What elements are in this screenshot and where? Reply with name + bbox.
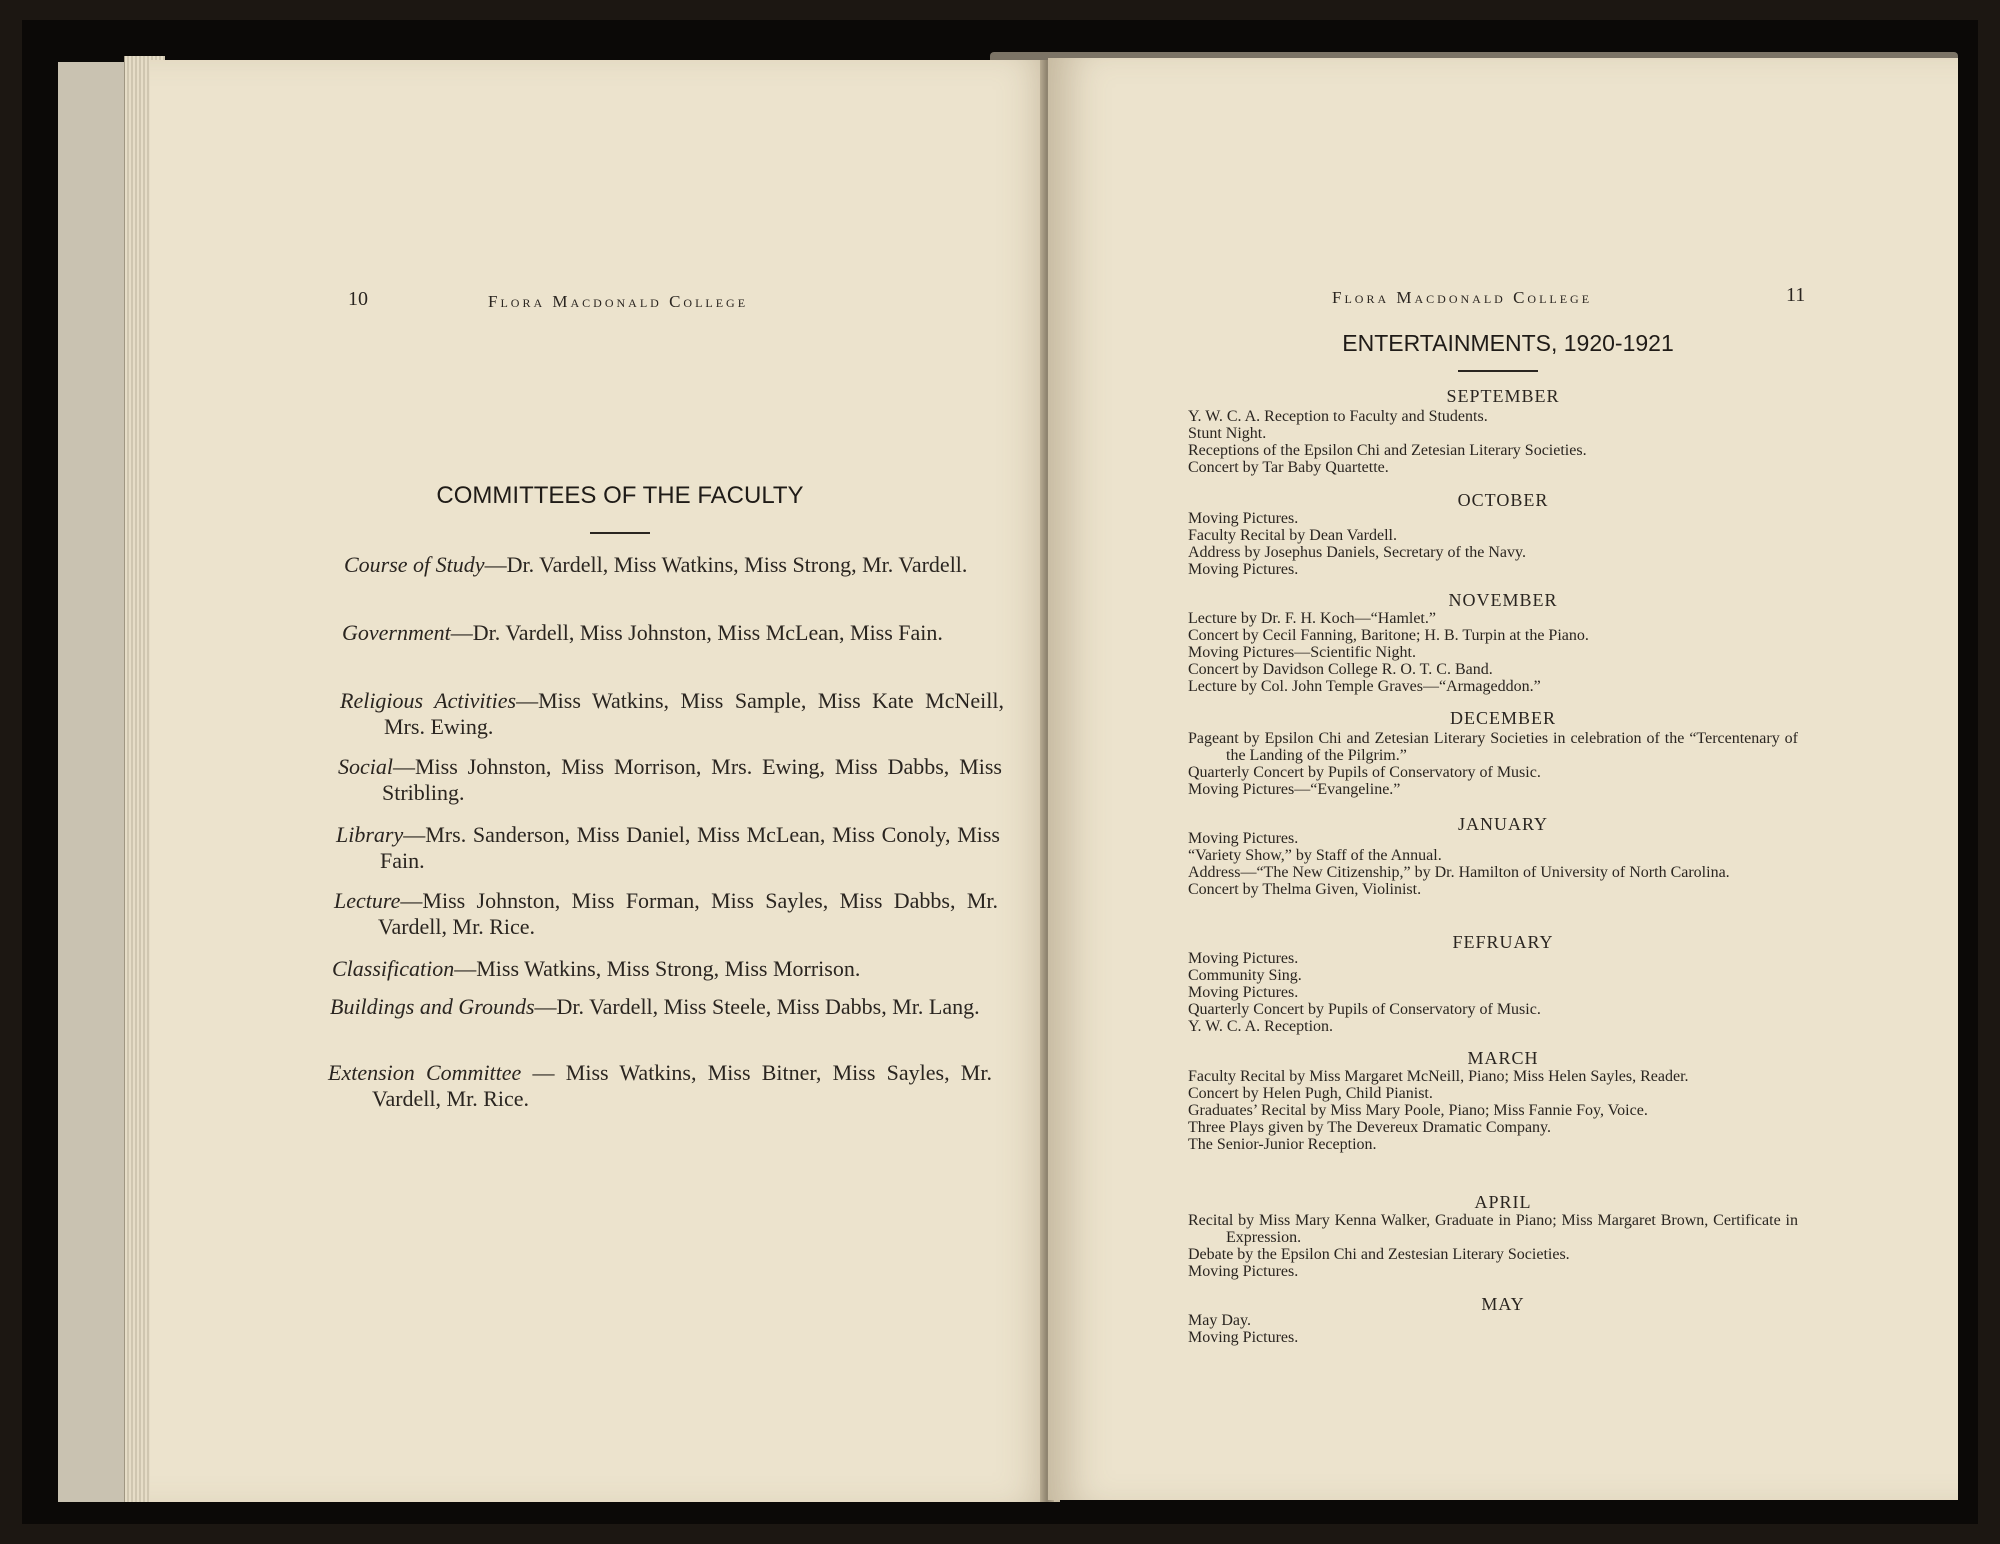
committee-members: —Dr. Vardell, Miss Steele, Miss Dabbs, Mr. Lang. [534, 994, 980, 1019]
committee-name: Course of Study [344, 552, 485, 577]
entry: Graduates’ Recital by Miss Mary Poole, Piano; Miss Fannie Foy, Voice. [1188, 1102, 1648, 1119]
entry: Recital by Miss Mary Kenna Walker, Graduate in Piano; Miss Margaret Brown, Certificate in Expression. [1188, 1212, 1798, 1246]
month-entries [1188, 510, 1798, 578]
entry: Moving Pictures. [1188, 984, 1299, 1001]
month-entries [1188, 1312, 1798, 1346]
committee-name: Library [336, 822, 404, 847]
month-heading: APRIL [1474, 1192, 1532, 1212]
entry: Moving Pictures. [1188, 510, 1299, 527]
month-heading: MAY [1481, 1294, 1525, 1314]
month-entries [1188, 1068, 1798, 1153]
month-heading: SEPTEMBER [1446, 386, 1560, 406]
committee-name: Lecture [334, 888, 401, 913]
entry: Lecture by Dr. F. H. Koch—“Hamlet.” [1188, 610, 1436, 627]
entry: Concert by Thelma Given, Violinist. [1188, 881, 1422, 898]
committee-members: —Mrs. Sanderson, Miss Daniel, Miss McLean, Miss Conoly, Miss Fain. [380, 822, 1000, 873]
committee-entry [344, 552, 1008, 578]
entry: Quarterly Concert by Pupils of Conservatory of Music. [1188, 1001, 1541, 1018]
committee-entry [328, 1060, 992, 1112]
month-entries [1188, 1212, 1798, 1280]
entry: Address by Josephus Daniels, Secretary of the Navy. [1188, 544, 1526, 561]
committee-entry [342, 620, 1006, 646]
committee-members: —Dr. Vardell, Miss Johnston, Miss McLean, Miss Fain. [450, 620, 943, 645]
title-rule [590, 532, 650, 534]
committee-name: Buildings and Grounds [330, 994, 535, 1019]
title-rule [1458, 370, 1538, 372]
entry: Receptions of the Epsilon Chi and Zetesian Literary Societies. [1188, 442, 1587, 459]
entry: Debate by the Epsilon Chi and Zestesian Literary Societies. [1188, 1246, 1570, 1263]
committee-members: —Miss Johnston, Miss Forman, Miss Sayles, Miss Dabbs, Mr. Vardell, Mr. Rice. [378, 888, 998, 939]
entry: Faculty Recital by Dean Vardell. [1188, 527, 1397, 544]
month-heading: FEFRUARY [1452, 932, 1554, 952]
entry: Concert by Helen Pugh, Child Pianist. [1188, 1085, 1433, 1102]
entry: Moving Pictures. [1188, 1263, 1299, 1280]
committee-members: —Miss Watkins, Miss Strong, Miss Morrison. [454, 956, 861, 981]
committee-name: Extension Committee [328, 1060, 522, 1085]
page-number: 11 [1786, 284, 1806, 306]
right-page [1048, 58, 1958, 1500]
month-heading: NOVEMBER [1448, 590, 1558, 610]
month-entries [1188, 830, 1798, 898]
entry: Moving Pictures—Scientific Night. [1188, 644, 1416, 661]
entry: Pageant by Epsilon Chi and Zetesian Literary Societies in celebration of the “Tercentenary of the Landing of the Pilgrim.” [1188, 730, 1798, 764]
committee-entry [334, 888, 998, 940]
entry: Faculty Recital by Miss Margaret McNeill, Piano; Miss Helen Sayles, Reader. [1188, 1068, 1689, 1085]
entry: Concert by Davidson College R. O. T. C. Band. [1188, 661, 1493, 678]
entry: Stunt Night. [1188, 425, 1267, 442]
entry: May Day. [1188, 1312, 1251, 1329]
page-title: ENTERTAINMENTS, 1920-1921 [1342, 330, 1674, 356]
committee-entry [332, 956, 996, 982]
entry: Quarterly Concert by Pupils of Conservatory of Music. [1188, 764, 1541, 781]
running-head: Flora Macdonald College [488, 292, 749, 311]
month-entries [1188, 408, 1798, 476]
page-number: 10 [348, 288, 368, 310]
entry: Address—“The New Citizenship,” by Dr. Hamilton of University of North Carolina. [1188, 864, 1730, 881]
entry: Moving Pictures. [1188, 950, 1299, 967]
entry: Moving Pictures. [1188, 1329, 1299, 1346]
month-heading: MARCH [1467, 1048, 1539, 1068]
committee-name: Classification [332, 956, 455, 981]
committee-members: —Dr. Vardell, Miss Watkins, Miss Strong, Mr. Vardell. [484, 552, 968, 577]
committee-entry [338, 754, 1002, 806]
entry: Moving Pictures. [1188, 830, 1299, 847]
month-entries [1188, 730, 1798, 798]
committee-entry [336, 822, 1000, 874]
month-heading: JANUARY [1457, 814, 1548, 834]
page-title: COMMITTEES OF THE FACULTY [436, 482, 804, 509]
left-page [150, 60, 1060, 1502]
month-entries [1188, 610, 1798, 695]
entry: Concert by Cecil Fanning, Baritone; H. B. Turpin at the Piano. [1188, 627, 1589, 644]
month-heading: DECEMBER [1449, 708, 1556, 728]
entry: Lecture by Col. John Temple Graves—“Armageddon.” [1188, 678, 1541, 695]
month-entries [1188, 950, 1798, 1035]
entry: Y. W. C. A. Reception. [1188, 1018, 1334, 1035]
entry: Y. W. C. A. Reception to Faculty and Students. [1188, 408, 1488, 425]
committee-members: —Miss Johnston, Miss Morrison, Mrs. Ewing, Miss Dabbs, Miss Stribling. [382, 754, 1002, 805]
entry: Three Plays given by The Devereux Dramatic Company. [1188, 1119, 1551, 1136]
entry: Moving Pictures. [1188, 561, 1299, 578]
entry: The Senior-Junior Reception. [1188, 1136, 1377, 1153]
entry: Moving Pictures—“Evangeline.” [1188, 781, 1401, 798]
committee-name: Social [338, 754, 393, 779]
entry: Concert by Tar Baby Quartette. [1188, 459, 1389, 476]
committee-entry [330, 994, 994, 1020]
entry: Community Sing. [1188, 967, 1302, 984]
committee-name: Religious Activities [340, 688, 517, 713]
committee-name: Government [342, 620, 451, 645]
committee-members: — Miss Watkins, Miss Bitner, Miss Sayles, Mr. Vardell, Mr. Rice. [372, 1060, 992, 1111]
running-head: Flora Macdonald College [1332, 288, 1593, 307]
committee-entry [340, 688, 1004, 740]
entry: “Variety Show,” by Staff of the Annual. [1188, 847, 1442, 864]
month-heading: OCTOBER [1457, 490, 1549, 510]
committee-members: —Miss Watkins, Miss Sample, Miss Kate McNeill, Mrs. Ewing. [384, 688, 1004, 739]
